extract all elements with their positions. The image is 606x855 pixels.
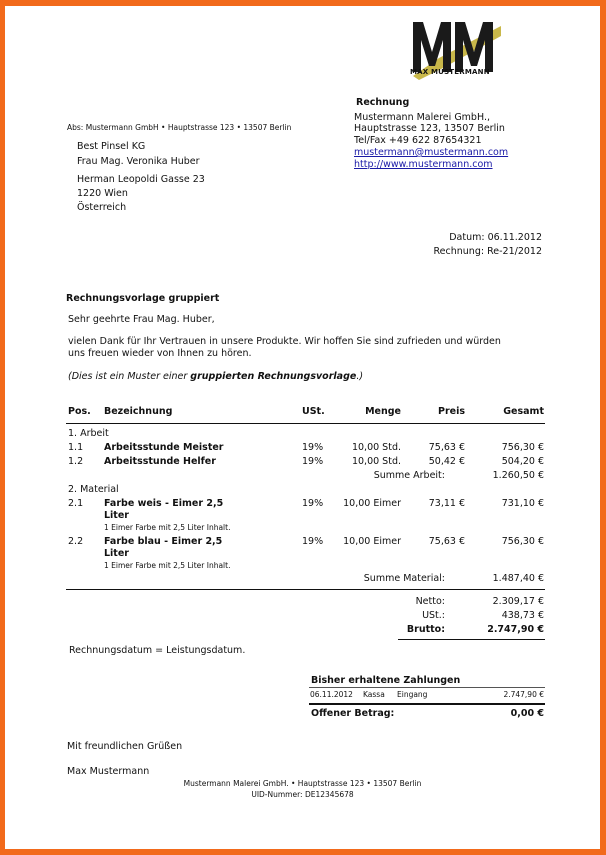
- row-desc: Arbeitsstunde Meister: [104, 442, 224, 453]
- group-title-2: 2. Material: [68, 484, 119, 495]
- payment-method: Kassa: [363, 690, 385, 699]
- row-desc: Arbeitsstunde Helfer: [104, 456, 216, 467]
- recipient-city: 1220 Wien: [77, 188, 128, 199]
- company-phone: Tel/Fax +49 622 87654321: [354, 135, 482, 146]
- gross-label: Brutto:: [406, 624, 445, 635]
- row-price: 75,63 €: [428, 536, 465, 547]
- document-heading: Rechnung: [356, 97, 410, 108]
- group-title-1: 1. Arbeit: [68, 428, 109, 439]
- col-header-price: Preis: [437, 406, 465, 417]
- row-desc: Farbe weis - Eimer 2,5: [104, 498, 224, 509]
- tax-label: USt.:: [422, 610, 445, 621]
- payment-type: Eingang: [397, 690, 428, 699]
- col-header-desc: Bezeichnung: [104, 406, 173, 417]
- company-email-link[interactable]: mustermann@mustermann.com: [354, 147, 509, 158]
- group-sum-value-2: 1.487,40 €: [492, 573, 544, 584]
- row-detail: 1 Eimer Farbe mit 2,5 Liter Inhalt.: [104, 561, 231, 570]
- subject: Rechnungsvorlage gruppiert: [66, 293, 220, 304]
- row-price: 50,42 €: [428, 456, 465, 467]
- row-qty: 10,00 Eimer: [343, 536, 401, 547]
- col-header-tax: USt.: [302, 406, 325, 417]
- table-bottom-divider: [66, 589, 545, 590]
- recipient-person: Frau Mag. Veronika Huber: [77, 156, 200, 167]
- row-total: 731,10 €: [501, 498, 544, 509]
- row-price: 73,11 €: [428, 498, 465, 509]
- row-total: 756,30 €: [501, 536, 544, 547]
- payment-amount: 2.747,90 €: [503, 690, 544, 699]
- row-total: 504,20 €: [501, 456, 544, 467]
- invoice-page: [5, 6, 600, 849]
- row-pos: 2.2: [68, 536, 84, 547]
- row-desc-cont: Liter: [104, 548, 129, 559]
- row-pos: 1.2: [68, 456, 84, 467]
- open-amount-value: 0,00 €: [510, 708, 544, 719]
- payments-total-divider: [309, 703, 545, 705]
- row-total: 756,30 €: [501, 442, 544, 453]
- row-desc: Farbe blau - Eimer 2,5: [104, 536, 223, 547]
- salutation: Sehr geehrte Frau Mag. Huber,: [68, 314, 215, 325]
- recipient-street: Herman Leopoldi Gasse 23: [77, 174, 205, 185]
- row-tax: 19%: [302, 498, 324, 509]
- closing: Mit freundlichen Grüßen: [67, 741, 183, 752]
- net-label: Netto:: [415, 596, 445, 607]
- intro-text-1: vielen Dank für Ihr Vertrauen in unsere Produkte. Wir hoffen Sie sind zufrieden und würden: [68, 336, 501, 347]
- row-tax: 19%: [302, 442, 324, 453]
- invoice-number: Rechnung: Re-21/2012: [433, 246, 542, 257]
- payments-title: Bisher erhaltene Zahlungen: [311, 675, 461, 686]
- row-tax: 19%: [302, 536, 324, 547]
- intro-text-2: uns freuen wieder von Ihnen zu hören.: [68, 348, 252, 359]
- row-qty: 10,00 Std.: [351, 442, 401, 453]
- row-qty: 10,00 Eimer: [343, 498, 401, 509]
- company-name: Mustermann Malerei GmbH.,: [354, 112, 490, 123]
- row-pos: 1.1: [68, 442, 84, 453]
- row-detail: 1 Eimer Farbe mit 2,5 Liter Inhalt.: [104, 523, 231, 532]
- row-tax: 19%: [302, 456, 324, 467]
- service-date-note: Rechnungsdatum = Leistungsdatum.: [69, 645, 246, 656]
- table-header-divider: [66, 423, 545, 424]
- open-amount-label: Offener Betrag:: [311, 708, 395, 719]
- net-value: 2.309,17 €: [492, 596, 544, 607]
- group-sum-label-1: Summe Arbeit:: [373, 470, 445, 481]
- tax-value: 438,73 €: [501, 610, 544, 621]
- group-sum-value-1: 1.260,50 €: [492, 470, 544, 481]
- col-header-qty: Menge: [365, 406, 401, 417]
- company-address: Hauptstrasse 123, 13507 Berlin: [354, 123, 505, 134]
- sender-line: Abs: Mustermann GmbH • Hauptstrasse 123 • 13507 Berlin: [67, 123, 292, 132]
- sample-note: (Dies ist ein Muster einer gruppierten Rechnungsvorlage.): [68, 371, 364, 382]
- recipient-company: Best Pinsel KG: [77, 141, 146, 152]
- company-web-link[interactable]: http://www.mustermann.com: [354, 159, 493, 170]
- totals-divider: [398, 639, 545, 640]
- invoice-date: Datum: 06.11.2012: [449, 232, 542, 243]
- logo-name: MAX MUSTERMANN: [410, 68, 490, 76]
- payments-divider: [309, 687, 545, 688]
- row-price: 75,63 €: [428, 442, 465, 453]
- group-sum-label-2: Summe Material:: [363, 573, 445, 584]
- row-desc-cont: Liter: [104, 510, 129, 521]
- signature: Max Mustermann: [67, 766, 150, 777]
- row-pos: 2.1: [68, 498, 84, 509]
- payment-date: 06.11.2012: [310, 690, 353, 699]
- row-qty: 10,00 Std.: [351, 456, 401, 467]
- recipient-country: Österreich: [77, 202, 127, 213]
- footer-address: Mustermann Malerei GmbH. • Hauptstrasse 123 • 13507 Berlin: [183, 779, 422, 788]
- gross-value: 2.747,90 €: [487, 624, 544, 635]
- col-header-total: Gesamt: [503, 406, 544, 417]
- col-header-pos: Pos.: [68, 406, 91, 417]
- footer-uid: UID-Nummer: DE12345678: [251, 790, 354, 799]
